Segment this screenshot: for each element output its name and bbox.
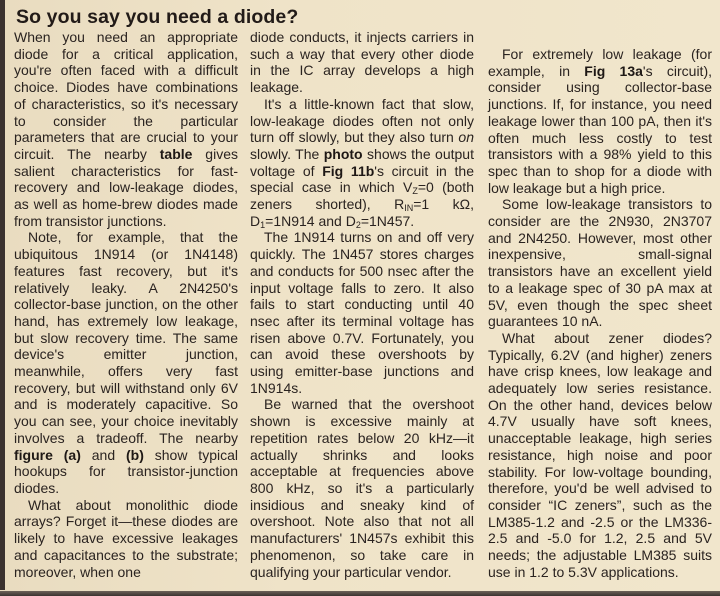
text-run: =0 (both zeners shorted), R xyxy=(250,179,474,213)
paragraph xyxy=(250,396,474,580)
paragraph xyxy=(14,29,238,229)
text-run: Some low-leakage transistors to consider are the 2N930, 2N3707 and 2N4250. However, most other inexpensive, small-signal transistors have an excellent yield to a leakage spec of 30 pA max at 5V, even though the spec sheet guarantees 10 nA. xyxy=(488,196,712,330)
paragraph xyxy=(250,229,474,396)
text-column-1 xyxy=(14,29,238,580)
text-run: diode conducts, it injects carriers in such a way that every other diode in the IC array develops a high leakage. xyxy=(250,29,474,96)
text-run: The 1N914 turns on and off very quickly. The 1N457 stores charges and conducts for 500 nsec after the input voltage falls to zero. It also fails to start conducting until 40 nsec after its terminal voltage has risen above 0.7V. Fortunately, you can avoid these overshoots by using emitter-base junctions and 1N914s. xyxy=(250,229,474,396)
paragraph xyxy=(250,29,474,96)
text-run: =1 kΩ, D xyxy=(250,196,474,229)
text-run: show typical hookups for transistor-junction diodes. xyxy=(14,446,238,496)
bold-reference: table xyxy=(159,145,193,162)
text-run: =1N914 and D xyxy=(265,212,356,229)
text-run: =1N457. xyxy=(360,212,415,229)
text-run: gives salient characteristics for fast-recovery and low-leakage diodes, as well as home-brew diodes made from transistor junctions. xyxy=(14,145,238,229)
bold-reference: Fig 13a xyxy=(584,62,643,79)
paragraph xyxy=(488,330,712,581)
subscript: IN xyxy=(404,203,414,214)
paragraph xyxy=(488,196,712,330)
subscript: 2 xyxy=(355,219,361,230)
subscript: Z xyxy=(412,186,418,197)
bold-reference: (b) xyxy=(125,446,144,463)
text-run: Be warned that the overshoot shown is excessive mainly at repetition rates below 20 kHz—it actually shrinks and looks acceptable at frequencies above 800 kHz, so it's a particularly insidious and sneaky kind of overshoot. Note also that not all manufacturers' 1N457s exhibit this phenomenon, so take care in qualifying your particular vendor. xyxy=(250,396,474,580)
text-run: What about zener diodes? Typically, 6.2V (and higher) zeners have crisp knees, low leakage and adequately low series resistance. On the other hand, devices below 4.7V usually have soft knees, unacceptable leakage, high series resistance, high noise and poor stability. For low-voltage bounding, therefore, you'd be well advised to consider “IC zeners”, such as the LM385-1.2 and -2.5 or the LM336-2.5 and -5.0 for 1.2, 2.5 and 5V needs; the adjustable LM385 suits use in 1.2 to 5.3V applications. xyxy=(488,329,712,580)
bold-reference: figure (a) xyxy=(14,446,81,463)
text-run: What about monolithic diode arrays? Forget it—these diodes are likely to have excessive leakages and capacitances to the substrate; moreover, when one xyxy=(14,496,238,580)
bold-reference: Fig 11b xyxy=(322,162,375,179)
text-column-2 xyxy=(250,29,474,580)
text-run: It's a little-known fact that slow, low-leakage diodes often not only turn off slowly, but they also turn xyxy=(250,95,474,146)
left-border-rule xyxy=(0,0,5,590)
paragraph xyxy=(14,229,238,496)
text-run: 's circuit), consider using collector-base junctions. If, for instance, you need leakage lower than 100 pA, then it's often much less costly to test transistors with a 98% yield to this spec than to shop for a diode with low leakage but a high price. xyxy=(488,62,712,196)
text-run: slowly. The xyxy=(250,145,324,162)
paragraph xyxy=(250,96,474,230)
text-column-3 xyxy=(488,46,712,581)
bottom-border-rule xyxy=(0,591,720,596)
subscript: 1 xyxy=(260,219,266,230)
text-run: 's circuit in the special case in which V xyxy=(250,162,475,196)
text-run: Note, for example, that the ubiquitous 1N914 (or 1N4148) features fast recovery, but it's relatively leaky. A 2N4250's collector-base junction, on the other hand, has extremely low leakage, but slow recovery time. The same device's emitter junction, meanwhile, offers very fast recovery, but will withstand only 6V and is moderately capacitive. So you can see, your choice inevitably involves a tradeoff. The nearby xyxy=(14,229,238,446)
text-run: shows the output voltage of xyxy=(250,145,474,179)
italic-text: on xyxy=(458,129,474,146)
paragraph xyxy=(14,497,238,581)
text-run: and xyxy=(80,446,126,463)
text-run: When you need an appropriate diode for a critical application, you're often faced with a difficult choice. Diodes have combinations of characteristics, so it's necessary to consider the particular parameters that are crucial to your circuit. The nearby xyxy=(14,29,238,162)
text-run: For extremely low leakage (for example, in xyxy=(488,46,712,79)
article-headline: So you say you need a diode? xyxy=(16,6,299,28)
bold-reference: photo xyxy=(323,145,363,162)
paragraph xyxy=(488,46,712,196)
